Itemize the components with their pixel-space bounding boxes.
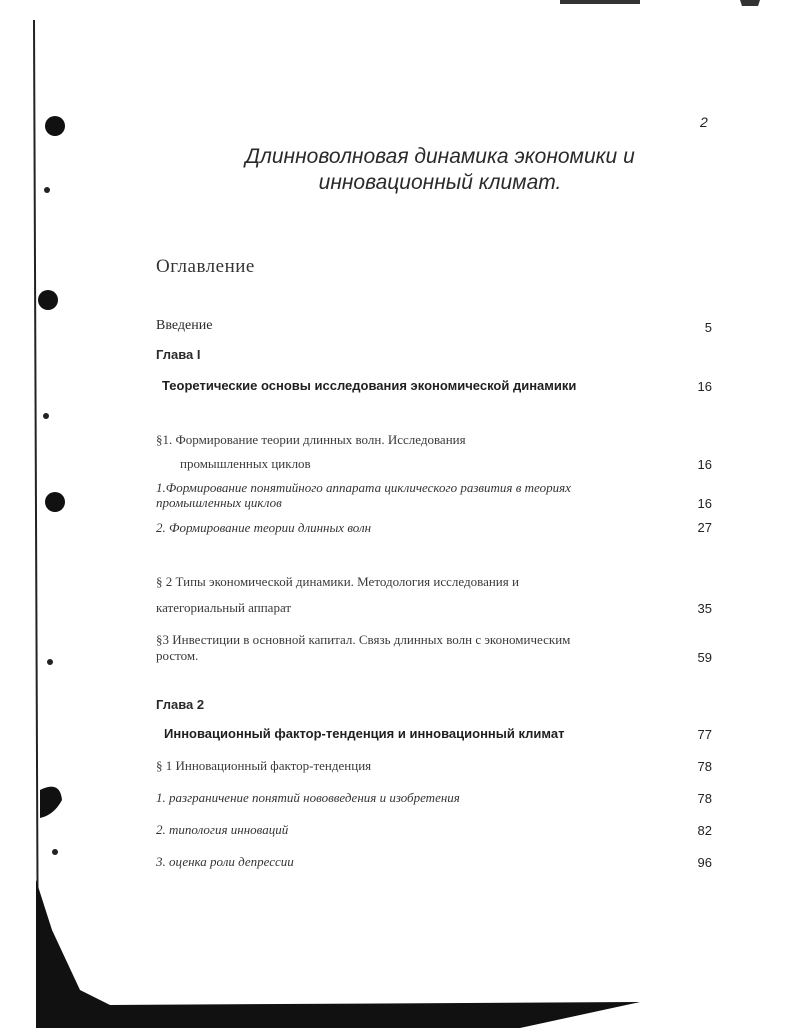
toc-entry-label: §3 Инвестиции в основной капитал. Связь длинных волн с экономическим ростом. [156,632,571,663]
toc-subsection-2-1-1 [156,790,716,806]
top-mark [740,0,760,6]
toc-entry-page: 16 [697,496,712,511]
toc-entry-label: §1. Формирование теории длинных волн. Исследования [156,432,466,447]
punch-hole [38,290,58,310]
document-title [160,144,720,196]
toc-subsection-2-1-2 [156,822,716,838]
punch-hole [45,492,65,512]
toc-section-1-2 [156,574,716,590]
toc-chapter-2-label: Глава 2 [156,697,205,712]
toc-entry-label: 1.Формирование понятийного аппарата циклического развития в теориях промышленных циклов [156,480,571,510]
toc-section-2-1 [156,758,716,774]
toc-section-1-3 [156,632,716,664]
toc-entry-page: 59 [697,650,712,665]
toc-subsection-1-1-2 [156,520,716,536]
bottom-corner-shadow [36,880,640,1028]
toc-entry-page: 77 [697,727,712,742]
toc-entry-page: 35 [697,601,712,616]
toc-entry-label: 2. Формирование теории длинных волн [156,520,372,535]
toc-entry-page: 16 [697,457,712,472]
title-line-1: Длинноволновая динамика экономики и [245,145,635,168]
toc-entry-page: 78 [697,759,712,774]
speck [43,413,49,419]
toc-subsection-2-1-3 [156,854,716,870]
toc-entry-page: 27 [697,520,712,535]
toc-entry-label: § 1 Инновационный фактор-тенденция [156,758,372,773]
toc-entry-label: § 2 Типы экономической динамики. Методология исследования и [156,574,519,589]
page-number: 2 [700,114,708,130]
toc-subsection-1-1-1 [156,480,716,510]
toc-heading: Оглавление [156,256,255,277]
speck [47,659,53,665]
toc-entry-label: Теоретические основы исследования экономической динамики [162,378,577,393]
title-line-2: инновационный климат. [318,171,562,194]
toc-entry-label: промышленных циклов [180,456,311,471]
toc-chapter-1-title [156,378,716,393]
speck [44,187,50,193]
toc-entry-label: 1. разграничение понятий нововведения и изобретения [156,790,460,805]
toc-entry-label: категориальный аппарат [156,600,292,615]
toc-section-1-2-cont [156,600,716,616]
toc-entry-label: Введение [156,318,213,333]
toc-chapter-1-label: Глава I [156,347,201,362]
toc-section-1-1 [156,432,716,448]
left-margin-line [34,20,38,1010]
toc-entry-label: Инновационный фактор-тенденция и инновационный климат [164,726,565,741]
toc-entry-page: 5 [704,320,712,335]
punch-hole [45,116,65,136]
toc-section-1-1-cont [156,456,716,472]
speck [52,849,58,855]
toc-entry-page: 96 [697,855,712,870]
toc-chapter-2-title [156,726,716,741]
edge-shadow [40,787,62,818]
toc-entry-intro [156,318,716,334]
toc-entry-label: 2. типология инноваций [156,822,289,837]
toc-entry-label: 3. оценка роли депрессии [156,854,294,869]
toc-entry-page: 82 [697,823,712,838]
toc-entry-page: 16 [697,379,712,394]
toc-entry-page: 78 [697,791,712,806]
top-mark [560,0,640,4]
